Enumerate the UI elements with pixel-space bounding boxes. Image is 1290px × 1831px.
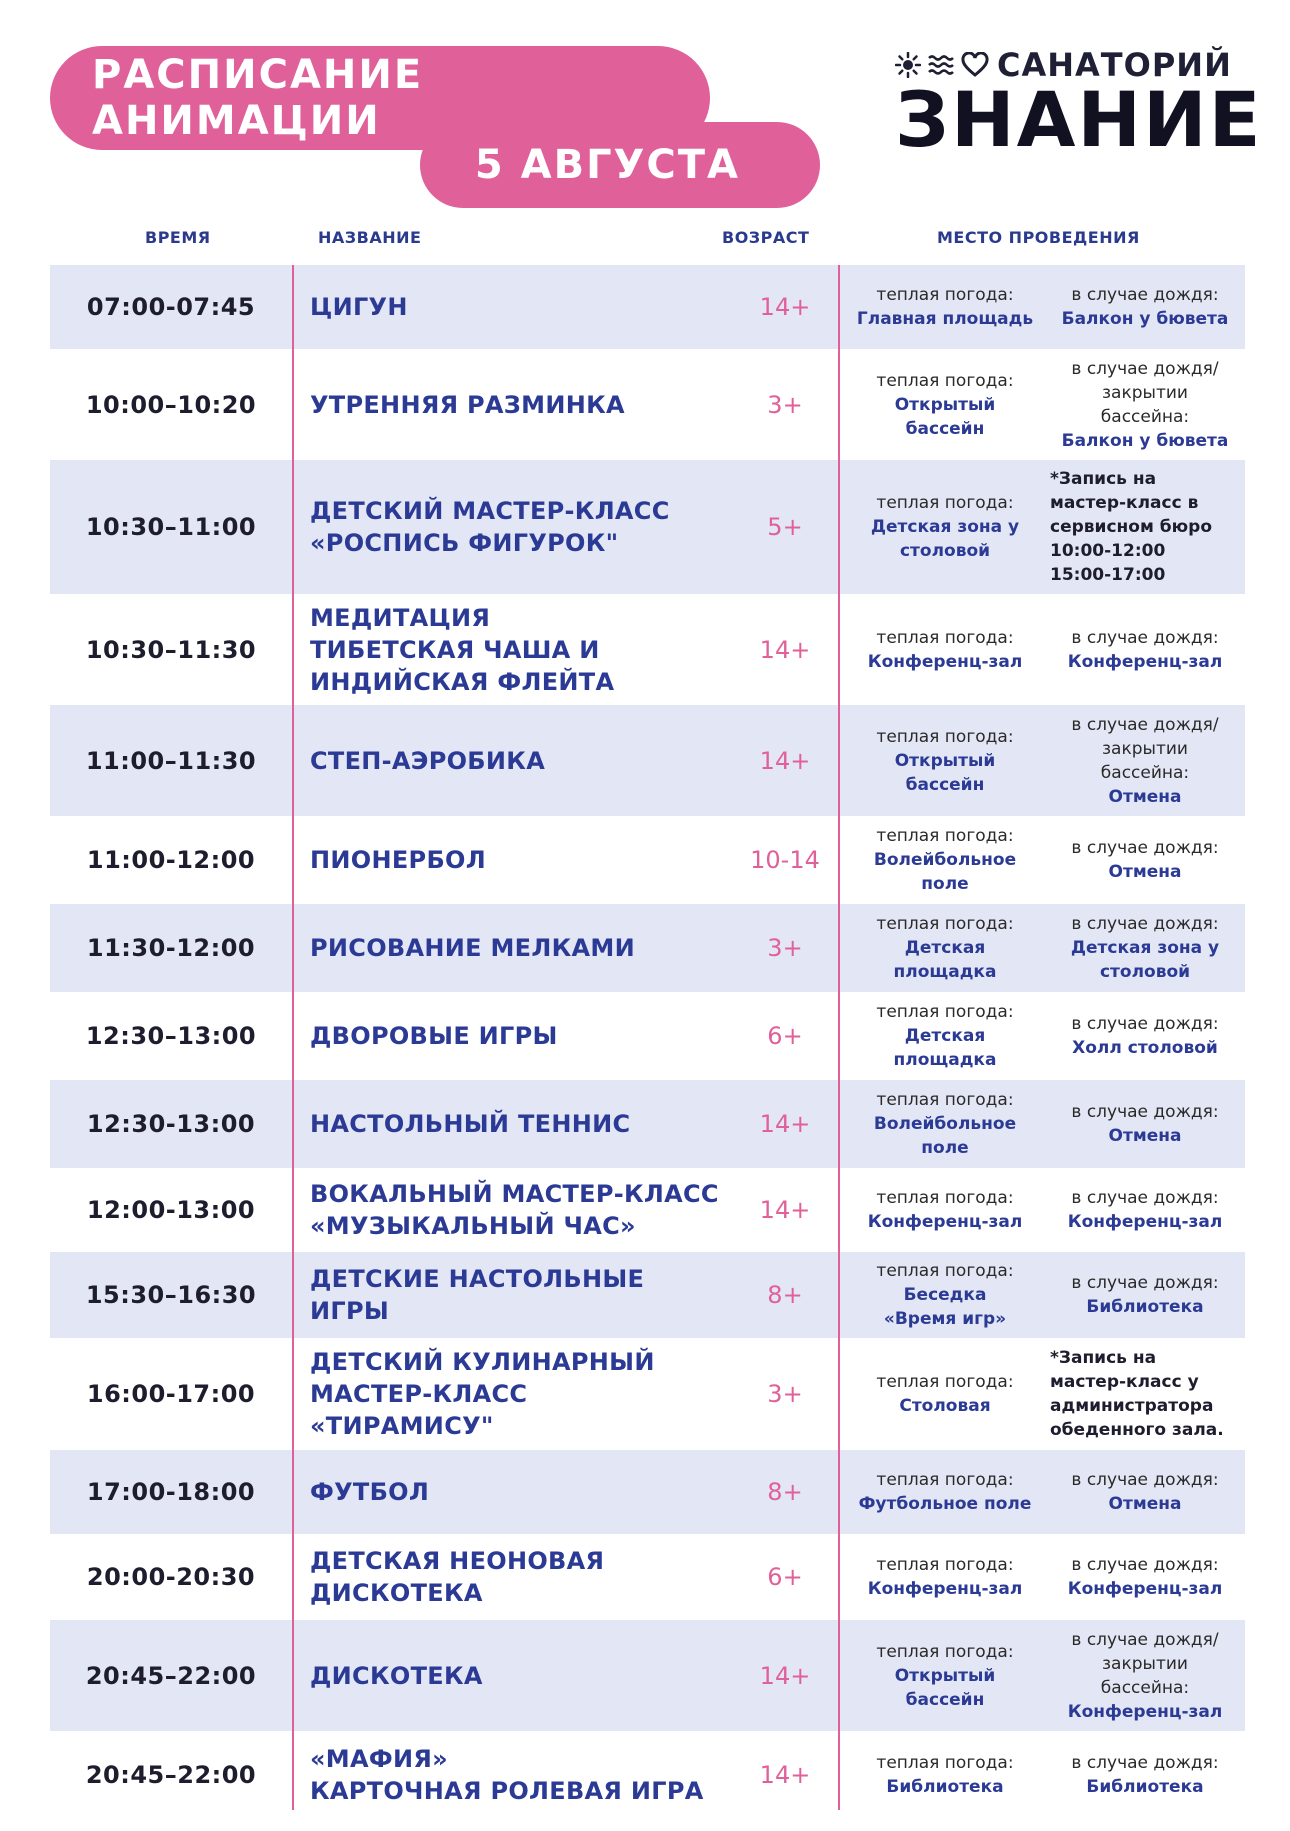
row-age: 14+ [759, 1196, 811, 1224]
row-name: ВОКАЛЬНЫЙ МАСТЕР-КЛАСС «МУЗЫКАЛЬНЫЙ ЧАС» [310, 1180, 719, 1240]
warm-label: теплая погода: [876, 826, 1014, 846]
row-name: ПИОНЕРБОЛ [310, 846, 486, 874]
rain-label: в случае дождя: [1071, 1273, 1219, 1293]
rain-note: *Запись на мастер-класс у администратора обеденного зала. [1050, 1348, 1224, 1440]
table-row [50, 1620, 1245, 1731]
row-age: 14+ [759, 746, 811, 775]
row-rain-weather [1050, 1080, 1240, 1168]
row-time: 10:00–10:20 [85, 390, 257, 419]
row-age: 5+ [767, 513, 803, 541]
warm-label: теплая погода: [876, 285, 1014, 305]
table-row [50, 1252, 1245, 1338]
row-warm-weather [845, 460, 1045, 594]
row-time: 07:00-07:45 [86, 293, 256, 321]
warm-place: Открытый бассейн [894, 394, 996, 439]
warm-place: Беседка «Время игр» [883, 1285, 1007, 1329]
row-name: ДЕТСКАЯ НЕОНОВАЯ ДИСКОТЕКА [310, 1547, 605, 1607]
logo-main-text: ЗНАНИЕ [895, 75, 1263, 164]
row-name: УТРЕННЯЯ РАЗМИНКА [310, 390, 625, 419]
row-warm-weather [845, 1620, 1045, 1731]
row-warm-weather [845, 992, 1045, 1080]
warm-label: теплая погода: [876, 1555, 1014, 1575]
row-rain-weather [1050, 992, 1240, 1080]
row-age: 8+ [767, 1281, 803, 1309]
row-name: ДЕТСКИЕ НАСТОЛЬНЫЕ ИГРЫ [310, 1265, 645, 1325]
row-rain-weather [1050, 705, 1240, 816]
table-row [50, 265, 1245, 349]
divider-line-right [838, 265, 840, 1810]
row-rain-weather [1050, 904, 1240, 992]
row-age: 6+ [767, 1022, 803, 1050]
row-age: 3+ [767, 1380, 803, 1408]
rain-place: Отмена [1108, 862, 1182, 882]
warm-label: теплая погода: [876, 1002, 1014, 1022]
rain-label: в случае дождя: [1071, 627, 1219, 648]
warm-label: теплая погода: [876, 627, 1014, 648]
warm-place: Волейбольное поле [873, 850, 1017, 894]
rain-place: Конференц-зал [1067, 651, 1223, 672]
row-warm-weather [845, 705, 1045, 816]
rain-place: Отмена [1108, 1494, 1182, 1514]
row-rain-weather [1050, 1168, 1240, 1252]
rain-label: в случае дождя: [1071, 1753, 1219, 1773]
column-header-place: МЕСТО ПРОВЕДЕНИЯ [937, 228, 1140, 247]
rain-place: Конференц-зал [1067, 1701, 1223, 1722]
row-name: ЦИГУН [310, 293, 408, 321]
row-time: 17:00-18:00 [86, 1478, 256, 1506]
column-header-age: ВОЗРАСТ [722, 228, 810, 247]
warm-place: Библиотека [886, 1777, 1004, 1797]
row-age: 10-14 [750, 846, 820, 874]
warm-label: теплая погода: [876, 1641, 1014, 1662]
rain-place: Детская зона у столовой [1070, 938, 1220, 982]
row-time: 11:00–11:30 [85, 746, 257, 775]
row-time: 15:30–16:30 [85, 1281, 257, 1309]
schedule-table [50, 265, 1245, 1819]
warm-label: теплая погода: [876, 493, 1014, 513]
row-warm-weather [845, 1450, 1045, 1534]
rain-place: Холл столовой [1072, 1038, 1218, 1058]
row-name: ДЕТСКИЙ МАСТЕР-КЛАСС «РОСПИСЬ ФИГУРОК" [310, 497, 670, 557]
rain-place: Конференц-зал [1067, 1212, 1223, 1232]
row-warm-weather [845, 1080, 1045, 1168]
row-name: «МАФИЯ» КАРТОЧНАЯ РОЛЕВАЯ ИГРА [310, 1745, 704, 1805]
table-row [50, 816, 1245, 904]
row-rain-weather [1050, 349, 1240, 460]
table-row [50, 992, 1245, 1080]
warm-place: Детская зона у столовой [870, 517, 1020, 561]
table-row [50, 349, 1245, 460]
warm-place: Открытый бассейн [894, 1665, 996, 1710]
rain-place: Библиотека [1086, 1777, 1204, 1797]
row-warm-weather [845, 1338, 1045, 1450]
row-age: 8+ [767, 1478, 803, 1506]
rain-label: в случае дождя: [1071, 1470, 1219, 1490]
row-warm-weather [845, 1168, 1045, 1252]
warm-place: Детская площадка [893, 1026, 997, 1070]
row-time: 16:00-17:00 [86, 1380, 256, 1408]
row-rain-weather [1050, 1450, 1240, 1534]
row-time: 10:30–11:30 [85, 635, 257, 664]
rain-label: в случае дождя/ закрытии бассейна: [1071, 358, 1219, 427]
table-row [50, 1534, 1245, 1620]
warm-label: теплая погода: [876, 914, 1014, 934]
warm-place: Открытый бассейн [894, 750, 996, 795]
row-age: 14+ [759, 1661, 811, 1690]
title-text-1: РАСПИСАНИЕ АНИМАЦИИ [92, 52, 424, 144]
table-row [50, 904, 1245, 992]
row-name: ДВОРОВЫЕ ИГРЫ [310, 1022, 558, 1050]
table-row [50, 1168, 1245, 1252]
row-rain-weather [1050, 816, 1240, 904]
rain-label: в случае дождя/ закрытии бассейна: [1071, 714, 1219, 783]
column-header-name: НАЗВАНИЕ [318, 228, 422, 247]
rain-label: в случае дождя/ закрытии бассейна: [1071, 1629, 1219, 1698]
row-name: ДЕТСКИЙ КУЛИНАРНЫЙ МАСТЕР-КЛАСС «ТИРАМИСУ" [310, 1348, 655, 1440]
warm-place: Футбольное поле [858, 1494, 1032, 1514]
warm-place: Конференц-зал [867, 651, 1023, 672]
row-time: 20:00-20:30 [86, 1563, 256, 1591]
row-rain-weather [1050, 1731, 1240, 1819]
rain-label: в случае дождя: [1071, 914, 1219, 934]
rain-note: *Запись на мастер-класс в сервисном бюро 10:00-12:00 15:00-17:00 [1050, 469, 1213, 585]
warm-label: теплая погода: [876, 726, 1014, 747]
warm-place: Столовая [899, 1396, 991, 1416]
warm-label: теплая погода: [876, 1188, 1014, 1208]
logo-top-text: САНАТОРИЙ [997, 46, 1232, 84]
row-time: 20:45–22:00 [85, 1761, 257, 1789]
row-warm-weather [845, 1252, 1045, 1338]
row-rain-weather [1050, 1252, 1240, 1338]
row-warm-weather [845, 816, 1045, 904]
warm-place: Детская площадка [893, 938, 997, 982]
table-row [50, 1450, 1245, 1534]
row-name: ФУТБОЛ [310, 1478, 430, 1506]
row-warm-weather [845, 1534, 1045, 1620]
row-name: НАСТОЛЬНЫЙ ТЕННИС [310, 1110, 631, 1138]
table-row [50, 705, 1245, 816]
warm-place: Конференц-зал [867, 1212, 1023, 1232]
warm-place: Главная площадь [856, 309, 1034, 329]
rain-place: Отмена [1108, 786, 1182, 807]
warm-label: теплая погода: [876, 1753, 1014, 1773]
row-age: 3+ [767, 390, 803, 419]
rain-label: в случае дождя: [1071, 1555, 1219, 1575]
row-age: 14+ [759, 1761, 811, 1789]
rain-place: Отмена [1108, 1126, 1182, 1146]
rain-label: в случае дождя: [1071, 285, 1219, 305]
warm-place: Конференц-зал [867, 1579, 1023, 1599]
divider-line-left [292, 265, 294, 1810]
row-time: 20:45–22:00 [85, 1661, 257, 1690]
warm-label: теплая погода: [876, 370, 1014, 391]
row-rain-weather [1050, 460, 1240, 594]
row-warm-weather [845, 1731, 1045, 1819]
column-header-time: ВРЕМЯ [145, 228, 211, 247]
rain-place: Библиотека [1086, 1297, 1204, 1317]
row-name: СТЕП-АЭРОБИКА [310, 746, 546, 775]
row-time: 12:30–13:00 [85, 1022, 257, 1050]
rain-place: Конференц-зал [1067, 1579, 1223, 1599]
row-age: 14+ [759, 293, 811, 321]
row-warm-weather [845, 265, 1045, 349]
title-text-2: 5 АВГУСТА [474, 142, 740, 188]
row-warm-weather [845, 594, 1045, 705]
row-age: 6+ [767, 1563, 803, 1591]
row-age: 14+ [759, 1110, 811, 1138]
rain-place: Балкон у бювета [1061, 430, 1229, 451]
warm-label: теплая погода: [876, 1470, 1014, 1490]
table-row [50, 1338, 1245, 1450]
logo [895, 46, 1263, 166]
rain-place: Балкон у бювета [1061, 309, 1229, 329]
row-rain-weather [1050, 1338, 1240, 1450]
row-warm-weather [845, 904, 1045, 992]
row-age: 3+ [767, 934, 803, 962]
row-time: 12:00-13:00 [86, 1196, 256, 1224]
row-time: 11:30-12:00 [86, 934, 256, 962]
rain-label: в случае дождя: [1071, 1102, 1219, 1122]
row-rain-weather [1050, 594, 1240, 705]
rain-label: в случае дождя: [1071, 1014, 1219, 1034]
row-name: РИСОВАНИЕ МЕЛКАМИ [310, 934, 635, 962]
row-name: МЕДИТАЦИЯ ТИБЕТСКАЯ ЧАША И ИНДИЙСКАЯ ФЛЕЙТА [310, 603, 615, 696]
warm-label: теплая погода: [876, 1261, 1014, 1281]
row-rain-weather [1050, 1620, 1240, 1731]
row-time: 10:30–11:00 [85, 513, 257, 541]
table-row [50, 594, 1245, 705]
warm-place: Волейбольное поле [873, 1114, 1017, 1158]
row-time: 11:00-12:00 [86, 846, 256, 874]
warm-label: теплая погода: [876, 1090, 1014, 1110]
row-rain-weather [1050, 265, 1240, 349]
table-row [50, 1080, 1245, 1168]
rain-label: в случае дождя: [1071, 1188, 1219, 1208]
row-name: ДИСКОТЕКА [310, 1661, 483, 1690]
row-warm-weather [845, 349, 1045, 460]
warm-label: теплая погода: [876, 1372, 1014, 1392]
row-rain-weather [1050, 1534, 1240, 1620]
title-line2 [420, 122, 820, 208]
table-row [50, 460, 1245, 594]
rain-label: в случае дождя: [1071, 838, 1219, 858]
row-time: 12:30-13:00 [86, 1110, 256, 1138]
row-age: 14+ [759, 635, 811, 664]
table-row [50, 1731, 1245, 1819]
